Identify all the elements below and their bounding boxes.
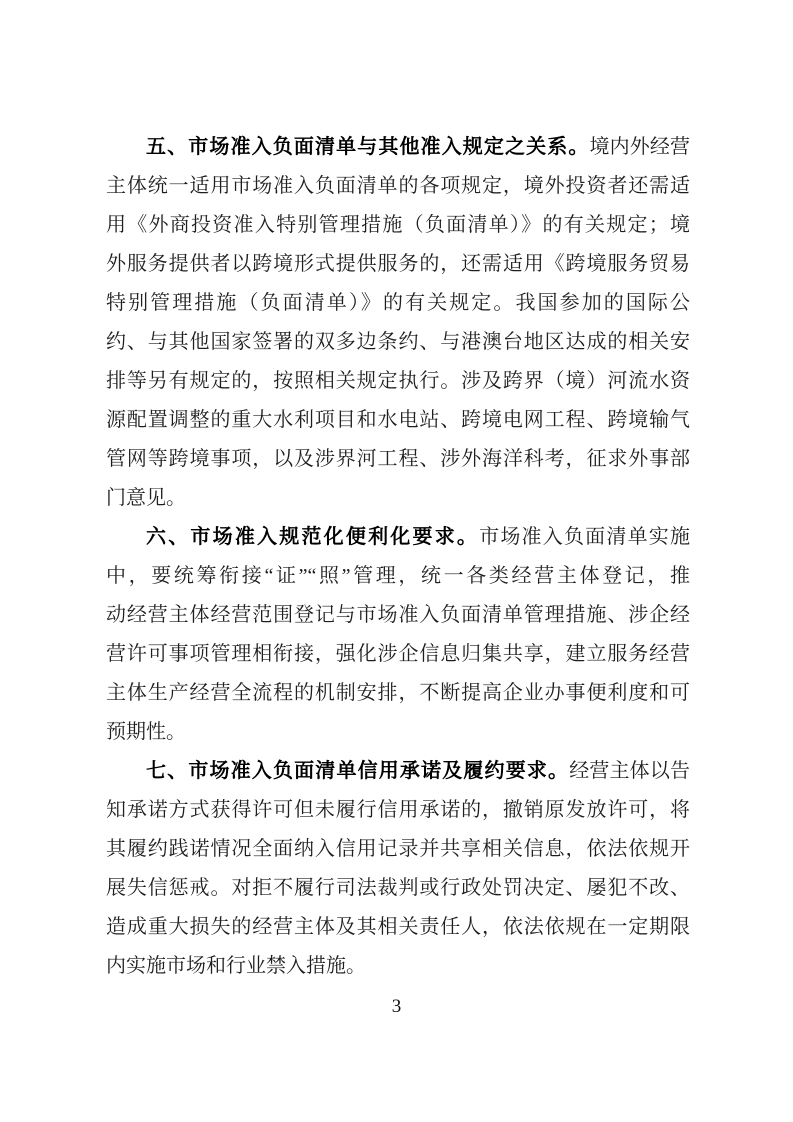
- paragraph-line: 约、与其他国家签署的双多边条约、与港澳台地区达成的相关安: [106, 331, 690, 353]
- paragraph-line: 造成重大损失的经营主体及其相关责任人，依法依规在一定期限: [106, 916, 690, 938]
- paragraph-line: 预期性。: [106, 721, 186, 743]
- page-number: 3: [391, 996, 402, 1017]
- section-5-heading-line: [106, 128, 690, 167]
- section-5-lead-text: 境内外经营: [589, 136, 690, 158]
- section-6-heading-line: [106, 518, 690, 557]
- paragraph-line: 排等另有规定的，按照相关规定执行。涉及跨界（境）河流水资: [106, 370, 690, 392]
- section-6-heading: 六、市场准入规范化便利化要求。: [146, 526, 480, 548]
- paragraph-line: 动经营主体经营范围登记与市场准入负面清单管理措施、涉企经: [106, 604, 690, 626]
- document-body: [106, 128, 690, 986]
- paragraph-line: 内实施市场和行业禁入措施。: [106, 955, 366, 977]
- section-7-heading: 七、市场准入负面清单信用承诺及履约要求。: [146, 760, 570, 782]
- section-5-heading: 五、市场准入负面清单与其他准入规定之关系。: [146, 136, 590, 158]
- paragraph-line: 其履约践诺情况全面纳入信用记录并共享相关信息，依法依规开: [106, 838, 690, 860]
- paragraph-line: 管网等跨境事项，以及涉界河工程、涉外海洋科考，征求外事部: [106, 448, 690, 470]
- paragraph-line: 主体生产经营全流程的机制安排，不断提高企业办事便利度和可: [106, 682, 690, 704]
- paragraph-line: 知承诺方式获得许可但未履行信用承诺的，撤销原发放许可，将: [106, 799, 690, 821]
- paragraph-line: 中，要统筹衔接“证”“照”管理，统一各类经营主体登记，推: [106, 565, 690, 587]
- paragraph-line: 门意见。: [106, 487, 186, 509]
- paragraph-line: 主体统一适用市场准入负面清单的各项规定，境外投资者还需适: [106, 175, 690, 197]
- paragraph-line: 外服务提供者以跨境形式提供服务的，还需适用《跨境服务贸易: [106, 253, 690, 275]
- paragraph-line: 源配置调整的重大水利项目和水电站、跨境电网工程、跨境输气: [106, 409, 690, 431]
- paragraph-line: 营许可事项管理相衔接，强化涉企信息归集共享，建立服务经营: [106, 643, 690, 665]
- paragraph-line: 特别管理措施（负面清单）》的有关规定。我国参加的国际公: [106, 292, 690, 314]
- paragraph-line: 用《外商投资准入特别管理措施（负面清单）》的有关规定；境: [106, 214, 690, 236]
- section-6-lead-text: 市场准入负面清单实施: [479, 526, 690, 548]
- section-7-lead-text: 经营主体以告: [569, 760, 690, 782]
- section-7-heading-line: [106, 752, 690, 791]
- paragraph-line: 展失信惩戒。对拒不履行司法裁判或行政处罚决定、屡犯不改、: [106, 877, 690, 899]
